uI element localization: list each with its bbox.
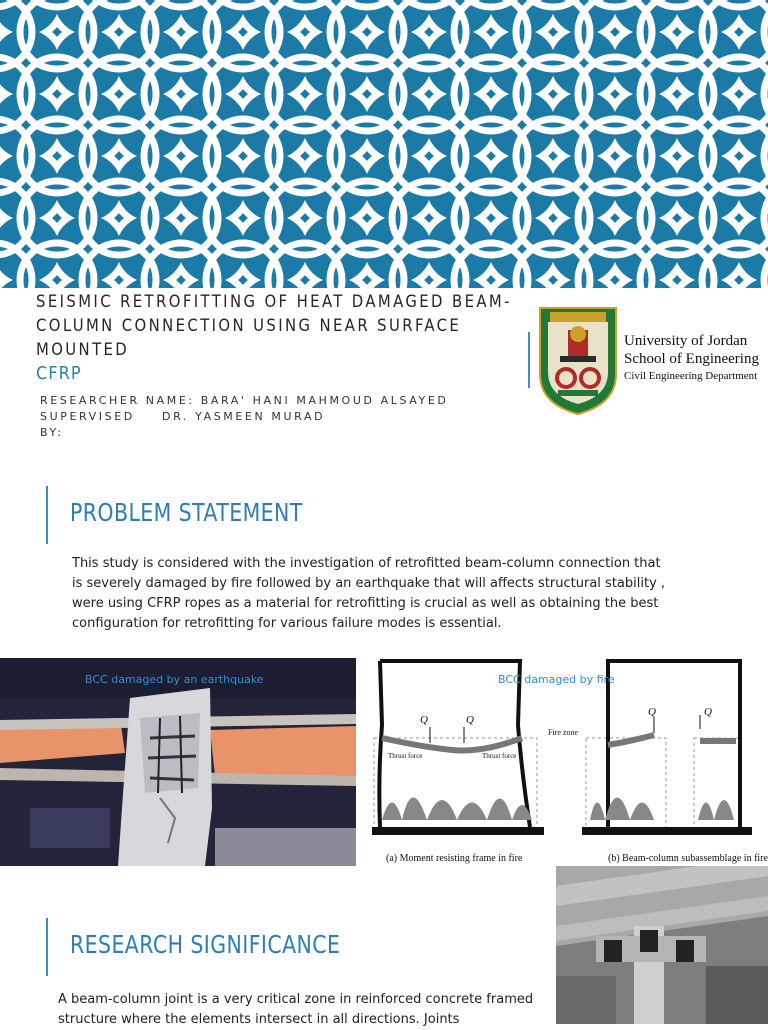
load-q-2: Q (466, 714, 474, 726)
supervisor-label: SUPERVISED BY: (40, 410, 135, 439)
thrust-force-right: Thrust force (482, 752, 517, 760)
problem-accent-line (46, 486, 48, 544)
header-pattern (0, 0, 768, 288)
caption-b: (b) Beam-column subassemblage in fire (608, 853, 768, 864)
significance-text: A beam-column joint is a very critical zone in reinforced concrete framed structure where the elements intersect in all directions. Joints (58, 992, 534, 1027)
thrust-force-left: Thrust force (388, 752, 423, 760)
researcher-label: RESEARCHER NAME: (40, 394, 195, 407)
researcher-name: BARA' HANI MAHMOUD ALSAYED (200, 394, 449, 407)
lab-test-photo (556, 866, 768, 1024)
load-q-1: Q (420, 714, 428, 726)
supervisor-name: DR. YASMEEN MURAD (162, 410, 326, 423)
fire-damage-diagram (372, 655, 768, 870)
university-logo (536, 304, 620, 416)
slide-title (36, 290, 516, 386)
title-line-2: COLUMN CONNECTION USING NEAR SURFACE MOUNTED (36, 316, 462, 359)
university-block (624, 332, 759, 384)
department-name: Civil Engineering Department (624, 370, 758, 382)
title-divider (528, 332, 530, 388)
earthquake-damage-photo (0, 658, 356, 866)
significance-accent-line (46, 918, 48, 976)
title-line-3: CFRP (36, 363, 82, 384)
earthquake-caption: BCC damaged by an earthquake (85, 673, 264, 686)
author-info (40, 393, 449, 441)
fire-caption: BCC damaged by fire (498, 673, 615, 686)
caption-a: (a) Moment resisting frame in fire (386, 853, 523, 864)
problem-heading: PROBLEM STATEMENT (70, 498, 303, 527)
load-q-3: Q (648, 706, 656, 718)
significance-heading: RESEARCH SIGNIFICANCE (70, 930, 341, 959)
fire-zone-label: Fire zone (548, 728, 578, 737)
university-name: University of Jordan (624, 333, 748, 349)
load-q-4: Q (704, 706, 712, 718)
title-line-1: SEISMIC RETROFITTING OF HEAT DAMAGED BEAM- (36, 292, 512, 311)
school-name: School of Engineering (624, 351, 759, 367)
problem-text: This study is considered with the investigation of retrofitted beam-column connection that is severely damaged by fire followed by an earthquake that will affects structural stability , were using CFRP ropes as a material for retrofitting is crucial as well as obtaining the best configuration for retrofitting for various failure modes is essential. (72, 556, 666, 631)
